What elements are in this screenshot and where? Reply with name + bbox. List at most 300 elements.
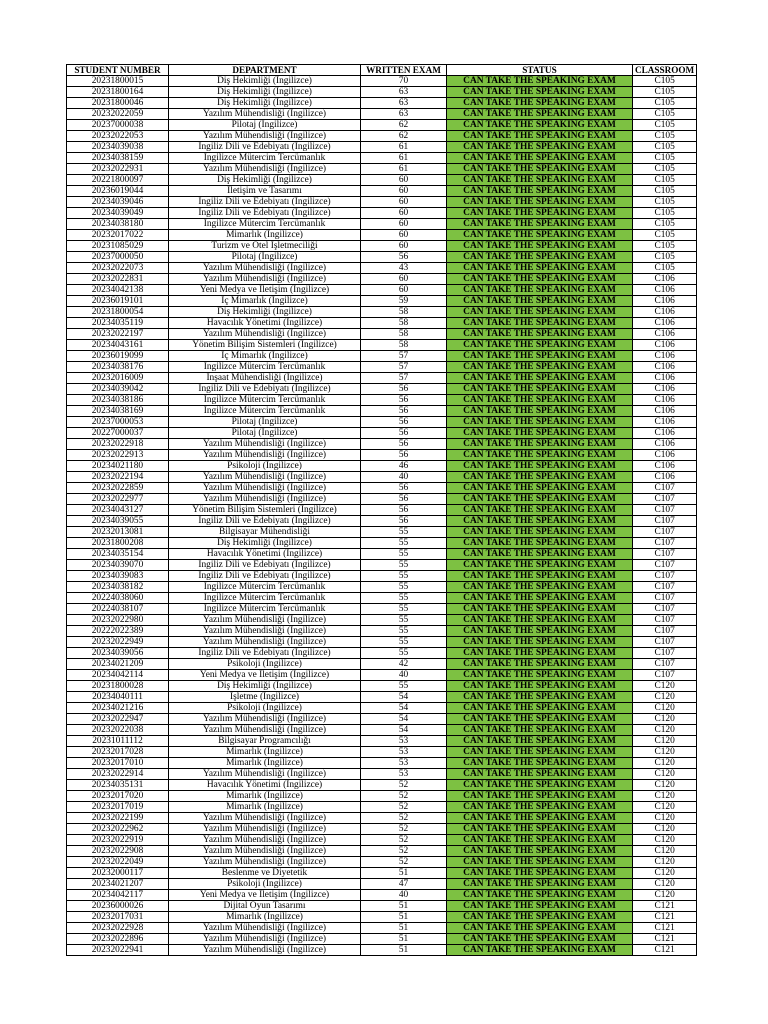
written-exam-cell: 54: [361, 714, 447, 725]
classroom-cell: C120: [633, 868, 697, 879]
student-number-cell: 20224038107: [67, 604, 169, 615]
status-cell: CAN TAKE THE SPEAKING EXAM: [447, 637, 633, 648]
table-row: [67, 362, 697, 373]
student-number-cell: 20234043161: [67, 340, 169, 351]
department-cell: Mimarlık (İngilizce): [169, 747, 361, 758]
written-exam-cell: 53: [361, 736, 447, 747]
written-exam-cell: 55: [361, 648, 447, 659]
department-cell: Yazılım Mühendisliği (İngilizce): [169, 450, 361, 461]
written-exam-cell: 51: [361, 945, 447, 956]
department-cell: Turizm ve Otel İşletmeciliği: [169, 241, 361, 252]
table-row: [67, 637, 697, 648]
department-cell: İngiliz Dili ve Edebiyatı (İngilizce): [169, 516, 361, 527]
status-cell: CAN TAKE THE SPEAKING EXAM: [447, 186, 633, 197]
classroom-cell: C105: [633, 252, 697, 263]
department-cell: Pilotaj (İngilizce): [169, 252, 361, 263]
classroom-cell: C120: [633, 835, 697, 846]
written-exam-cell: 56: [361, 494, 447, 505]
table-row: [67, 901, 697, 912]
status-cell: CAN TAKE THE SPEAKING EXAM: [447, 934, 633, 945]
department-cell: Psikoloji (İngilizce): [169, 659, 361, 670]
student-number-cell: 20231011112: [67, 736, 169, 747]
classroom-cell: C107: [633, 560, 697, 571]
department-cell: Dijital Oyun Tasarımı: [169, 901, 361, 912]
table-row: [67, 208, 697, 219]
status-cell: CAN TAKE THE SPEAKING EXAM: [447, 340, 633, 351]
status-cell: CAN TAKE THE SPEAKING EXAM: [447, 538, 633, 549]
status-cell: CAN TAKE THE SPEAKING EXAM: [447, 725, 633, 736]
student-number-cell: 20232017028: [67, 747, 169, 758]
written-exam-cell: 52: [361, 835, 447, 846]
table-row: [67, 824, 697, 835]
classroom-cell: C107: [633, 604, 697, 615]
written-exam-cell: 55: [361, 571, 447, 582]
student-number-cell: 20234040111: [67, 692, 169, 703]
status-cell: CAN TAKE THE SPEAKING EXAM: [447, 296, 633, 307]
student-number-cell: 20234038180: [67, 219, 169, 230]
status-cell: CAN TAKE THE SPEAKING EXAM: [447, 208, 633, 219]
status-cell: CAN TAKE THE SPEAKING EXAM: [447, 571, 633, 582]
classroom-cell: C106: [633, 439, 697, 450]
classroom-cell: C120: [633, 824, 697, 835]
department-cell: Yeni Medya ve İletişim (İngilizce): [169, 285, 361, 296]
written-exam-cell: 55: [361, 582, 447, 593]
table-row: [67, 494, 697, 505]
department-cell: Havacılık Yönetimi (İngilizce): [169, 549, 361, 560]
table-row: [67, 538, 697, 549]
student-number-cell: 20232022053: [67, 131, 169, 142]
department-cell: Yazılım Mühendisliği (İngilizce): [169, 329, 361, 340]
classroom-cell: C120: [633, 802, 697, 813]
status-cell: CAN TAKE THE SPEAKING EXAM: [447, 230, 633, 241]
student-number-cell: 20232022947: [67, 714, 169, 725]
written-exam-cell: 53: [361, 758, 447, 769]
department-cell: İngilizce Mütercim Tercümanlık: [169, 593, 361, 604]
student-number-cell: 20234038169: [67, 406, 169, 417]
written-exam-cell: 60: [361, 197, 447, 208]
status-cell: CAN TAKE THE SPEAKING EXAM: [447, 626, 633, 637]
student-number-cell: 20237000038: [67, 120, 169, 131]
written-exam-cell: 58: [361, 307, 447, 318]
written-exam-cell: 56: [361, 395, 447, 406]
status-cell: CAN TAKE THE SPEAKING EXAM: [447, 373, 633, 384]
status-cell: CAN TAKE THE SPEAKING EXAM: [447, 648, 633, 659]
status-cell: CAN TAKE THE SPEAKING EXAM: [447, 439, 633, 450]
status-cell: CAN TAKE THE SPEAKING EXAM: [447, 483, 633, 494]
classroom-cell: C107: [633, 637, 697, 648]
written-exam-cell: 60: [361, 186, 447, 197]
classroom-cell: C107: [633, 593, 697, 604]
status-cell: CAN TAKE THE SPEAKING EXAM: [447, 615, 633, 626]
table-row: [67, 879, 697, 890]
student-number-cell: 20231085029: [67, 241, 169, 252]
student-number-cell: 20232022928: [67, 923, 169, 934]
student-number-cell: 20232016009: [67, 373, 169, 384]
classroom-cell: C120: [633, 681, 697, 692]
classroom-cell: C107: [633, 516, 697, 527]
status-cell: CAN TAKE THE SPEAKING EXAM: [447, 461, 633, 472]
table-row: [67, 560, 697, 571]
written-exam-cell: 63: [361, 109, 447, 120]
table-row: [67, 76, 697, 87]
student-number-cell: 20232022908: [67, 846, 169, 857]
department-cell: Yazılım Mühendisliği (İngilizce): [169, 131, 361, 142]
department-cell: İngilizce Mütercim Tercümanlık: [169, 582, 361, 593]
table-row: [67, 472, 697, 483]
table-row: [67, 109, 697, 120]
written-exam-cell: 51: [361, 901, 447, 912]
department-cell: İç Mimarlık (İngilizce): [169, 296, 361, 307]
classroom-cell: C106: [633, 472, 697, 483]
classroom-cell: C120: [633, 703, 697, 714]
status-cell: CAN TAKE THE SPEAKING EXAM: [447, 802, 633, 813]
status-cell: CAN TAKE THE SPEAKING EXAM: [447, 417, 633, 428]
status-cell: CAN TAKE THE SPEAKING EXAM: [447, 879, 633, 890]
department-cell: Mimarlık (İngilizce): [169, 230, 361, 241]
student-number-cell: 20237000050: [67, 252, 169, 263]
written-exam-cell: 56: [361, 406, 447, 417]
header-classroom: CLASSROOM: [633, 65, 697, 76]
student-number-cell: 20231800054: [67, 307, 169, 318]
status-cell: CAN TAKE THE SPEAKING EXAM: [447, 307, 633, 318]
table-row: [67, 725, 697, 736]
status-cell: CAN TAKE THE SPEAKING EXAM: [447, 824, 633, 835]
written-exam-cell: 62: [361, 131, 447, 142]
table-row: [67, 692, 697, 703]
table-row: [67, 219, 697, 230]
classroom-cell: C105: [633, 186, 697, 197]
department-cell: İletişim ve Tasarımı: [169, 186, 361, 197]
table-row: [67, 714, 697, 725]
student-number-cell: 20232022913: [67, 450, 169, 461]
table-row: [67, 648, 697, 659]
table-row: [67, 769, 697, 780]
table-row: [67, 263, 697, 274]
classroom-cell: C120: [633, 747, 697, 758]
status-cell: CAN TAKE THE SPEAKING EXAM: [447, 329, 633, 340]
written-exam-cell: 52: [361, 780, 447, 791]
student-number-cell: 20232022194: [67, 472, 169, 483]
department-cell: Diş Hekimliği (İngilizce): [169, 76, 361, 87]
table-row: [67, 142, 697, 153]
written-exam-cell: 55: [361, 604, 447, 615]
student-number-cell: 20234042117: [67, 890, 169, 901]
student-number-cell: 20232022931: [67, 164, 169, 175]
student-number-cell: 20232022059: [67, 109, 169, 120]
table-row: [67, 791, 697, 802]
status-cell: CAN TAKE THE SPEAKING EXAM: [447, 868, 633, 879]
table-row: [67, 329, 697, 340]
classroom-cell: C120: [633, 791, 697, 802]
table-row: [67, 153, 697, 164]
written-exam-cell: 56: [361, 384, 447, 395]
classroom-cell: C105: [633, 241, 697, 252]
classroom-cell: C106: [633, 395, 697, 406]
table-row: [67, 296, 697, 307]
classroom-cell: C105: [633, 197, 697, 208]
status-cell: CAN TAKE THE SPEAKING EXAM: [447, 351, 633, 362]
status-cell: CAN TAKE THE SPEAKING EXAM: [447, 450, 633, 461]
status-cell: CAN TAKE THE SPEAKING EXAM: [447, 505, 633, 516]
table-row: [67, 395, 697, 406]
table-row: [67, 406, 697, 417]
status-cell: CAN TAKE THE SPEAKING EXAM: [447, 681, 633, 692]
header-student-number: STUDENT NUMBER: [67, 65, 169, 76]
table-row: [67, 868, 697, 879]
classroom-cell: C120: [633, 758, 697, 769]
status-cell: CAN TAKE THE SPEAKING EXAM: [447, 384, 633, 395]
table-row: [67, 252, 697, 263]
status-cell: CAN TAKE THE SPEAKING EXAM: [447, 98, 633, 109]
classroom-cell: C106: [633, 417, 697, 428]
classroom-cell: C120: [633, 846, 697, 857]
table-row: [67, 230, 697, 241]
table-row: [67, 164, 697, 175]
classroom-cell: C107: [633, 483, 697, 494]
student-number-cell: 20237000053: [67, 417, 169, 428]
student-number-cell: 20232013081: [67, 527, 169, 538]
department-cell: Yazılım Mühendisliği (İngilizce): [169, 813, 361, 824]
classroom-cell: C105: [633, 153, 697, 164]
student-number-cell: 20232017031: [67, 912, 169, 923]
table-row: [67, 615, 697, 626]
header-status: STATUS: [447, 65, 633, 76]
status-cell: CAN TAKE THE SPEAKING EXAM: [447, 109, 633, 120]
student-number-cell: 20232022914: [67, 769, 169, 780]
department-cell: İngiliz Dili ve Edebiyatı (İngilizce): [169, 142, 361, 153]
classroom-cell: C120: [633, 692, 697, 703]
department-cell: Havacılık Yönetimi (İngilizce): [169, 780, 361, 791]
written-exam-cell: 55: [361, 549, 447, 560]
header-department: DEPARTMENT: [169, 65, 361, 76]
written-exam-cell: 46: [361, 461, 447, 472]
classroom-cell: C107: [633, 505, 697, 516]
status-cell: CAN TAKE THE SPEAKING EXAM: [447, 428, 633, 439]
classroom-cell: C105: [633, 175, 697, 186]
table-row: [67, 703, 697, 714]
written-exam-cell: 55: [361, 615, 447, 626]
table-row: [67, 681, 697, 692]
classroom-cell: C120: [633, 813, 697, 824]
student-number-cell: 20234038159: [67, 153, 169, 164]
status-cell: CAN TAKE THE SPEAKING EXAM: [447, 241, 633, 252]
status-cell: CAN TAKE THE SPEAKING EXAM: [447, 670, 633, 681]
written-exam-cell: 55: [361, 626, 447, 637]
classroom-cell: C120: [633, 780, 697, 791]
student-number-cell: 20234021209: [67, 659, 169, 670]
department-cell: Yazılım Mühendisliği (İngilizce): [169, 615, 361, 626]
classroom-cell: C121: [633, 945, 697, 956]
student-number-cell: 20232017022: [67, 230, 169, 241]
department-cell: Yeni Medya ve İletişim (İngilizce): [169, 670, 361, 681]
written-exam-cell: 70: [361, 76, 447, 87]
table-row: [67, 846, 697, 857]
written-exam-cell: 62: [361, 120, 447, 131]
written-exam-cell: 56: [361, 450, 447, 461]
written-exam-cell: 40: [361, 472, 447, 483]
department-cell: İç Mimarlık (İngilizce): [169, 351, 361, 362]
table-row: [67, 318, 697, 329]
status-cell: CAN TAKE THE SPEAKING EXAM: [447, 582, 633, 593]
status-cell: CAN TAKE THE SPEAKING EXAM: [447, 318, 633, 329]
department-cell: İşletme (İngilizce): [169, 692, 361, 703]
header-written-exam: WRITTEN EXAM: [361, 65, 447, 76]
department-cell: Yazılım Mühendisliği (İngilizce): [169, 626, 361, 637]
student-number-cell: 20232022918: [67, 439, 169, 450]
classroom-cell: C105: [633, 263, 697, 274]
table-row: [67, 912, 697, 923]
classroom-cell: C107: [633, 571, 697, 582]
student-number-cell: 20232022049: [67, 857, 169, 868]
student-number-cell: 20222022389: [67, 626, 169, 637]
written-exam-cell: 60: [361, 274, 447, 285]
department-cell: Bilgisayar Mühendisliği: [169, 527, 361, 538]
table-row: [67, 923, 697, 934]
table-row: [67, 835, 697, 846]
written-exam-cell: 40: [361, 890, 447, 901]
written-exam-cell: 52: [361, 802, 447, 813]
written-exam-cell: 55: [361, 560, 447, 571]
table-row: [67, 131, 697, 142]
written-exam-cell: 56: [361, 439, 447, 450]
department-cell: Yeni Medya ve İletişim (İngilizce): [169, 890, 361, 901]
table-row: [67, 582, 697, 593]
classroom-cell: C120: [633, 879, 697, 890]
student-number-cell: 20232022980: [67, 615, 169, 626]
classroom-cell: C106: [633, 285, 697, 296]
classroom-cell: C105: [633, 230, 697, 241]
student-number-cell: 20234043127: [67, 505, 169, 516]
department-cell: Pilotaj (İngilizce): [169, 120, 361, 131]
written-exam-cell: 52: [361, 791, 447, 802]
written-exam-cell: 57: [361, 351, 447, 362]
status-cell: CAN TAKE THE SPEAKING EXAM: [447, 912, 633, 923]
student-number-cell: 20234042114: [67, 670, 169, 681]
status-cell: CAN TAKE THE SPEAKING EXAM: [447, 516, 633, 527]
table-row: [67, 186, 697, 197]
written-exam-cell: 51: [361, 868, 447, 879]
table-row: [67, 890, 697, 901]
table-row: [67, 197, 697, 208]
status-cell: CAN TAKE THE SPEAKING EXAM: [447, 736, 633, 747]
department-cell: Yazılım Mühendisliği (İngilizce): [169, 439, 361, 450]
department-cell: Diş Hekimliği (İngilizce): [169, 681, 361, 692]
written-exam-cell: 63: [361, 98, 447, 109]
written-exam-cell: 55: [361, 538, 447, 549]
written-exam-cell: 52: [361, 846, 447, 857]
student-number-cell: 20231800028: [67, 681, 169, 692]
status-cell: CAN TAKE THE SPEAKING EXAM: [447, 472, 633, 483]
table-row: [67, 120, 697, 131]
classroom-cell: C120: [633, 890, 697, 901]
department-cell: Yazılım Mühendisliği (İngilizce): [169, 846, 361, 857]
table-row: [67, 483, 697, 494]
department-cell: İngiliz Dili ve Edebiyatı (İngilizce): [169, 571, 361, 582]
department-cell: Yazılım Mühendisliği (İngilizce): [169, 263, 361, 274]
status-cell: CAN TAKE THE SPEAKING EXAM: [447, 714, 633, 725]
written-exam-cell: 53: [361, 769, 447, 780]
table-row: [67, 373, 697, 384]
student-number-cell: 20231800208: [67, 538, 169, 549]
table-row: [67, 241, 697, 252]
student-number-cell: 20234039070: [67, 560, 169, 571]
classroom-cell: C121: [633, 923, 697, 934]
written-exam-cell: 54: [361, 692, 447, 703]
department-cell: Yazılım Mühendisliği (İngilizce): [169, 824, 361, 835]
written-exam-cell: 58: [361, 329, 447, 340]
written-exam-cell: 56: [361, 428, 447, 439]
status-cell: CAN TAKE THE SPEAKING EXAM: [447, 560, 633, 571]
status-cell: CAN TAKE THE SPEAKING EXAM: [447, 890, 633, 901]
student-number-cell: 20234021207: [67, 879, 169, 890]
table-row: [67, 527, 697, 538]
table-row: [67, 461, 697, 472]
table-header: [67, 65, 697, 76]
status-cell: CAN TAKE THE SPEAKING EXAM: [447, 406, 633, 417]
student-number-cell: 20231800015: [67, 76, 169, 87]
student-number-cell: 20234039056: [67, 648, 169, 659]
classroom-cell: C120: [633, 725, 697, 736]
written-exam-cell: 56: [361, 505, 447, 516]
department-cell: Yazılım Mühendisliği (İngilizce): [169, 714, 361, 725]
classroom-cell: C120: [633, 857, 697, 868]
written-exam-cell: 61: [361, 164, 447, 175]
department-cell: İngilizce Mütercim Tercümanlık: [169, 395, 361, 406]
department-cell: İngilizce Mütercim Tercümanlık: [169, 362, 361, 373]
classroom-cell: C105: [633, 131, 697, 142]
table-row: [67, 604, 697, 615]
classroom-cell: C120: [633, 736, 697, 747]
classroom-cell: C106: [633, 406, 697, 417]
table-row: [67, 439, 697, 450]
department-cell: İngiliz Dili ve Edebiyatı (İngilizce): [169, 648, 361, 659]
classroom-cell: C105: [633, 87, 697, 98]
student-number-cell: 20232000117: [67, 868, 169, 879]
student-number-cell: 20232022977: [67, 494, 169, 505]
department-cell: İngilizce Mütercim Tercümanlık: [169, 604, 361, 615]
status-cell: CAN TAKE THE SPEAKING EXAM: [447, 142, 633, 153]
classroom-cell: C106: [633, 340, 697, 351]
student-number-cell: 20234038186: [67, 395, 169, 406]
student-number-cell: 20234021180: [67, 461, 169, 472]
classroom-cell: C107: [633, 494, 697, 505]
table-row: [67, 857, 697, 868]
department-cell: Yazılım Mühendisliği (İngilizce): [169, 274, 361, 285]
department-cell: Yazılım Mühendisliği (İngilizce): [169, 109, 361, 120]
written-exam-cell: 51: [361, 934, 447, 945]
department-cell: Yönetim Bilişim Sistemleri (İngilizce): [169, 505, 361, 516]
written-exam-cell: 60: [361, 219, 447, 230]
classroom-cell: C106: [633, 296, 697, 307]
classroom-cell: C106: [633, 373, 697, 384]
department-cell: Yazılım Mühendisliği (İngilizce): [169, 483, 361, 494]
classroom-cell: C105: [633, 208, 697, 219]
written-exam-cell: 57: [361, 373, 447, 384]
table-row: [67, 758, 697, 769]
student-number-cell: 20234021216: [67, 703, 169, 714]
table-row: [67, 417, 697, 428]
table-row: [67, 450, 697, 461]
written-exam-cell: 63: [361, 87, 447, 98]
student-number-cell: 20224038060: [67, 593, 169, 604]
department-cell: Yazılım Mühendisliği (İngilizce): [169, 769, 361, 780]
department-cell: Yazılım Mühendisliği (İngilizce): [169, 164, 361, 175]
written-exam-cell: 42: [361, 659, 447, 670]
status-cell: CAN TAKE THE SPEAKING EXAM: [447, 131, 633, 142]
written-exam-cell: 60: [361, 285, 447, 296]
classroom-cell: C106: [633, 461, 697, 472]
table-row: [67, 659, 697, 670]
